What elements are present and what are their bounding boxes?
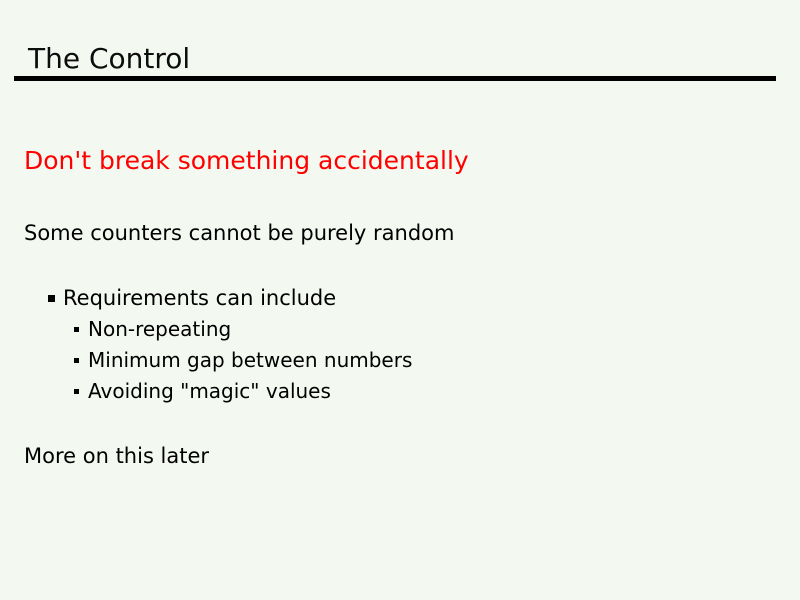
bullet-list-level1 <box>48 286 336 317</box>
slide-heading: Don't break something accidentally <box>24 146 469 175</box>
list-item-label: Non-repeating <box>88 317 232 341</box>
list-item-label: Minimum gap between numbers <box>88 348 413 372</box>
footer-text: More on this later <box>24 444 210 468</box>
list-item <box>74 379 412 410</box>
bullet-list-level2 <box>74 317 412 410</box>
title-underline-rule <box>14 76 776 81</box>
square-bullet-icon <box>74 358 79 363</box>
list-item <box>74 348 412 379</box>
square-bullet-icon <box>74 327 79 332</box>
list-item-label: Requirements can include <box>63 286 337 310</box>
intro-text: Some counters cannot be purely random <box>24 221 455 245</box>
square-bullet-icon <box>48 295 55 302</box>
list-item-label: Avoiding "magic" values <box>88 379 331 403</box>
list-item <box>48 286 336 317</box>
list-item <box>74 317 412 348</box>
slide-title: The Control <box>28 42 191 75</box>
square-bullet-icon <box>74 389 79 394</box>
